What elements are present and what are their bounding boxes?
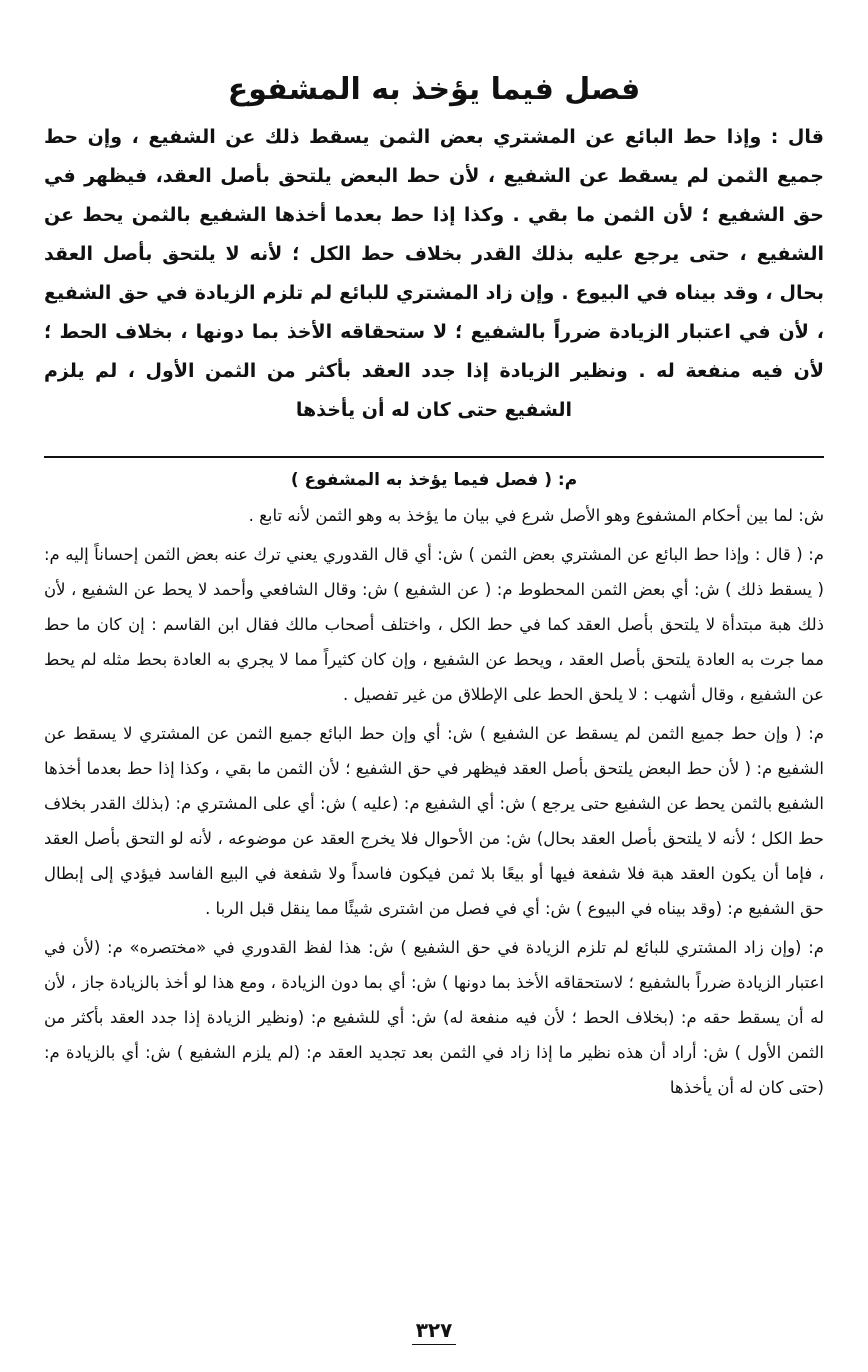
page-number: ٣٢٧ [412,1318,457,1345]
chapter-title: فصل فيما يؤخذ به المشفوع [227,72,641,107]
page-number-footer [0,1318,868,1342]
commentary-paragraph: م: ( وإن حط جميع الثمن لم يسقط عن الشفيع ) ش: أي وإن حط البائع جميع الثمن عن المشتري لا يسقط عن الشفيع م: ( لأن حط البعض يلتحق بأصل العقد فيظهر في حق الشفيع ؛ لأن الثمن ما بقي ، وكذا إذا حط بعدما أخذها الشفيع بالثمن يحط عن الشفيع حتى يرجع ) ش: أي الشفيع م: (عليه ) ش: أي على المشتري م: (بذلك القدر بخلاف حط الكل ؛ لأنه لا يلتحق بأصل العقد بحال) ش: من الأحوال فلا يخرج العقد عن موضوعه ، لأنه لو التحق بأصل العقد ، فإما أن يكون العقد هبة فلا شفعة فيها أو بيعًا بلا ثمن فيكون فاسداً ولا شفعة في البيع الفاسد فيؤدي إلى إبطال حق الشفيع م: (وقد بيناه في البيوع ) ش: أي في فصل من اشترى شيئًا مما ينقل قبل الربا . [44,724,824,918]
section-heading: م: ( فصل فيما يؤخذ به المشفوع ) [290,470,578,490]
divider-line [44,456,824,458]
matn-text: قال : وإذا حط البائع عن المشتري بعض الثمن يسقط ذلك عن الشفيع ، وإن حط جميع الثمن لم يسقط عن الشفيع ، لأن حط البعض يلتحق بأصل العقد، فيظهر في حق الشفيع ؛ لأن الثمن ما بقي . وكذا إذا حط بعدما أخذها الشفيع بالثمن يحط عن الشفيع ، حتى يرجع عليه بذلك القدر بخلاف حط الكل ؛ لأنه لا يلتحق بأصل العقد بحال ، وقد بيناه في البيوع . وإن زاد المشتري للبائع لم تلزم الزيادة في حق الشفيع ، لأن في اعتبار الزيادة ضرراً بالشفيع ؛ لا ستحقاقه الأخذ بما دونها ، بخلاف الحط ؛ لأن فيه منفعة له . ونظير الزيادة إذا جدد العقد بأكثر من الثمن الأول ، لم يلزم الشفيع حتى كان له أن يأخذها [44,126,824,421]
commentary-paragraph: م: ( قال : وإذا حط البائع عن المشتري بعض الثمن ) ش: أي قال القدوري يعني ترك عنه بعض الثمن إحساناً إليه م: ( يسقط ذلك ) ش: أي بعض الثمن المحطوط م: ( عن الشفيع ) ش: وقال الشافعي وأحمد لا يحط عن الشفيع ، لأن ذلك هبة مبتدأة لا يلتحق بأصل العقد كما في حط الكل ، واختلف أصحاب مالك فقال ابن القاسم : إن كان ما حط مما جرت به العادة يلتحق بأصل العقد ، ويحط عن الشفيع ، وإن كان كثيراً مما لا يجري به العادة بحط مثله لم يحط عن الشفيع ، وقال أشهب : لا يلحق الحط على الإطلاق من غير تفصيل . [44,545,824,704]
document-page [44,60,824,1109]
commentary-paragraph: ش: لما بين أحكام المشفوع وهو الأصل شرع في بيان ما يؤخذ به وهو الثمن لأنه تابع . [248,506,824,525]
commentary-paragraph: م: (وإن زاد المشتري للبائع لم تلزم الزيادة في حق الشفيع ) ش: هذا لفظ القدوري في «مختصره» م: (لأن في اعتبار الزيادة ضرراً بالشفيع ؛ لاستحقاقه الأخذ بما دونها ) ش: أي بما دون الزيادة ، ومع هذا لو أخذ بالزيادة جاز ، لأن له أن يسقط حقه م: (بخلاف الحط ؛ لأن فيه منفعة له) ش: أي للشفيع م: (ونظير الزيادة إذا جدد العقد بأكثر من الثمن الأول ) ش: أراد أن هذه نظير ما إذا زاد في الثمن بعد تجديد العقد م: (لم يلزم الشفيع ) ش: أي بالزيادة م: (حتى كان له أن يأخذها [44,938,824,1097]
commentary [44,498,824,1105]
